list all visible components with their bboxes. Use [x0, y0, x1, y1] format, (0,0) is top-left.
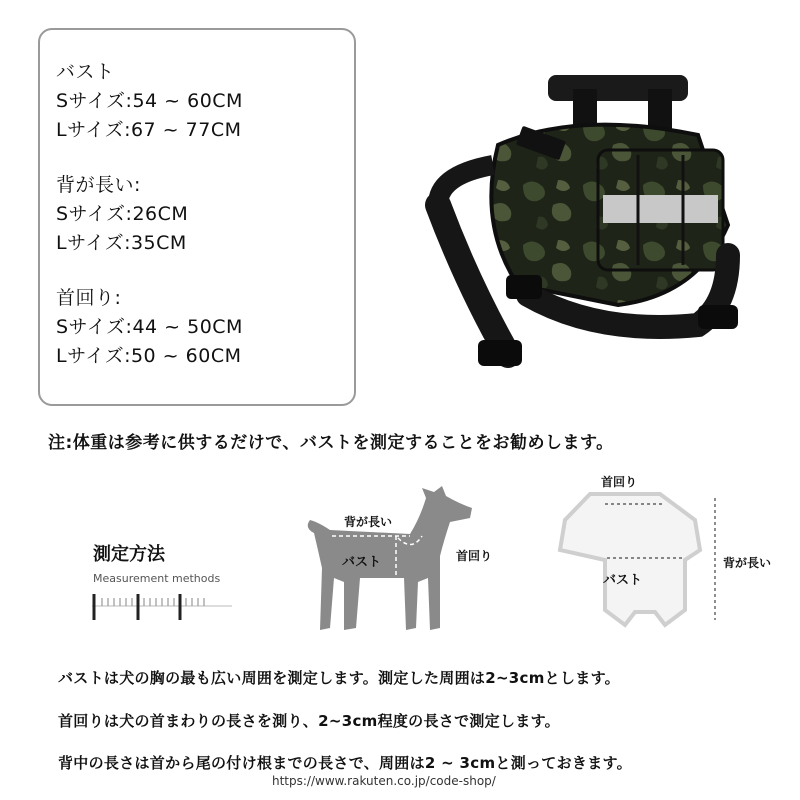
shirt-back-label: 背が長い: [723, 556, 772, 570]
shop-url: https://www.rakuten.co.jp/code-shop/: [272, 774, 496, 788]
neck-size-group: [56, 284, 354, 371]
dog-neck-label: 首回り: [456, 549, 493, 563]
neck-description: 首回りは犬の首まわりの長さを測り、2~3cm程度の長さで測定します。: [58, 712, 560, 730]
back-length-heading: 背が長い:: [56, 174, 141, 196]
buckle-icon: [698, 305, 738, 329]
shirt-measurement-diagram: [545, 470, 790, 650]
dog-silhouette: [308, 486, 472, 630]
bust-description: バストは犬の胸の最も広い周囲を測定します。測定した周囲は2~3cmとします。: [58, 669, 620, 687]
shirt-neck-label: 首回り: [601, 475, 638, 489]
dog-back-label: 背が長い: [344, 515, 393, 529]
weight-note: 注:体重は参考に供するだけで、バストを測定することをお勧めします。: [48, 433, 614, 453]
back-length-size-s: Sサイズ:26CM: [56, 203, 189, 225]
neck-size-l: Lサイズ:50 ~ 60CM: [56, 345, 242, 367]
method-subtitle: Measurement methods: [93, 572, 221, 585]
bust-heading: バスト: [56, 61, 115, 83]
method-title: 測定方法: [93, 544, 165, 565]
bust-size-s: Sサイズ:54 ~ 60CM: [56, 90, 243, 112]
buckle-icon: [506, 275, 542, 299]
back-length-size-group: [56, 171, 354, 258]
bust-size-l: Lサイズ:67 ~ 77CM: [56, 119, 242, 141]
dog-bust-label: バスト: [342, 555, 382, 570]
buckle-icon: [478, 340, 522, 366]
shirt-outline: [560, 494, 700, 625]
shirt-bust-label: バスト: [603, 573, 643, 588]
back-length-size-l: Lサイズ:35CM: [56, 232, 187, 254]
neck-heading: 首回り:: [56, 287, 122, 309]
harness-product-image: [398, 55, 758, 375]
reflective-strip: [603, 195, 718, 223]
dog-measurement-diagram: [300, 478, 510, 648]
size-chart-box: [38, 28, 356, 406]
bust-size-group: [56, 58, 354, 145]
neck-size-s: Sサイズ:44 ~ 50CM: [56, 316, 243, 338]
ruler-icon: [92, 592, 232, 622]
back-description: 背中の長さは首から尾の付け根までの長さで、周囲は2 ~ 3cmと測っておきます。: [58, 754, 632, 772]
